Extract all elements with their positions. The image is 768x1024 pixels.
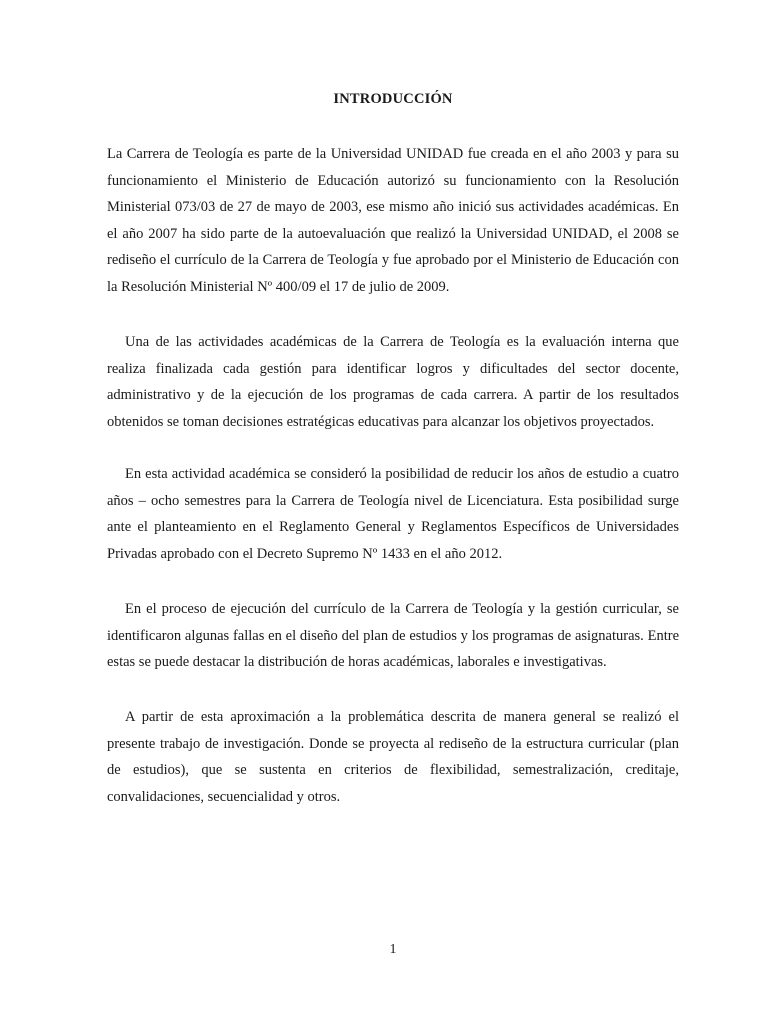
paragraph-4: En el proceso de ejecución del currículo de la Carrera de Teología y la gestión curricular, se identificaron algunas fallas en el diseño del plan de estudios y los programas de asignaturas. Entre estas se puede destacar la distribución de horas académicas, laborales e investigativas. (107, 601, 679, 671)
paragraph-1: La Carrera de Teología es parte de la Universidad UNIDAD fue creada en el año 2003 y para su funcionamiento el Ministerio de Educación autorizó su funcionamiento con la Resolución Ministerial 073/03 de 27 de mayo de 2003, ese mismo año inició sus actividades académicas. En el año 2007 ha sido parte de la autoevaluación que realizó la Universidad UNIDAD, el 2008 se rediseño el currículo de la Carrera de Teología y fue aprobado por el Ministerio de Educación con la Resolución Ministerial Nº 400/09 el 17 de julio de 2009. (107, 146, 679, 295)
paragraph-5: A partir de esta aproximación a la problemática descrita de manera general se realizó el presente trabajo de investigación. Donde se proyecta al rediseño de la estructura curricular (plan de estudios), que se sustenta en criterios de flexibilidad, semestralización, creditaje, convalidaciones, secuencialidad y otros. (107, 709, 679, 805)
paragraph-2: Una de las actividades académicas de la Carrera de Teología es la evaluación interna que realiza finalizada cada gestión para identificar logros y dificultades del sector docente, administrativo y de la ejecución de los programas de cada carrera. A partir de los resultados obtenidos se toman decisiones estratégicas educativas para alcanzar los objetivos proyectados. (107, 334, 679, 430)
page-number: 1 (389, 942, 397, 957)
paragraph-3: En esta actividad académica se consideró la posibilidad de reducir los años de estudio a cuatro años – ocho semestres para la Carrera de Teología nivel de Licenciatura. Esta posibilidad surge ante el planteamiento en el Reglamento General y Reglamentos Específicos de Universidades Privadas aprobado con el Decreto Supremo Nº 1433 en el año 2012. (107, 466, 679, 562)
document-title: INTRODUCCIÓN (333, 91, 453, 107)
